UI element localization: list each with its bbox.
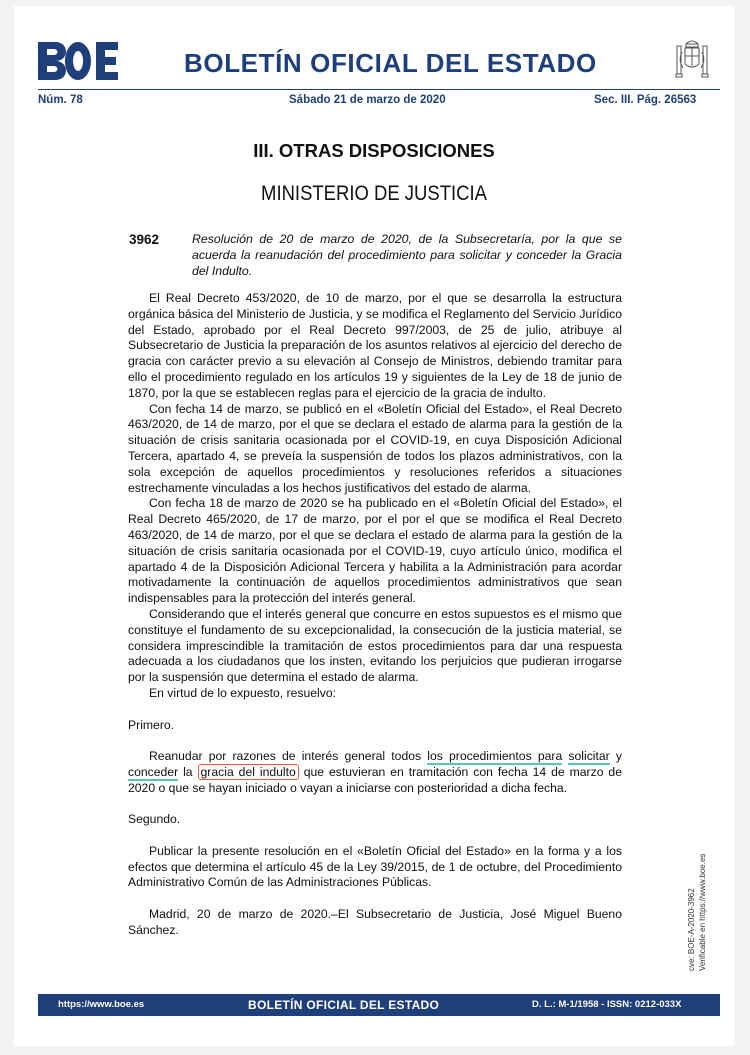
verify-link[interactable]: Verificable en https://www.boe.es <box>698 853 707 971</box>
paragraph: Con fecha 18 de marzo de 2020 se ha publicado en el «Boletín Oficial del Estado», el Real Decreto 465/2020, de 17 de marzo, por el por el que se modifica el Real Decreto 463/2020, de 14 de marzo, por el que se declara el estado de alarma para la gestión de la situación de crisis sanitaria ocasionada por el COVID-19, cuyo artículo único, modifica el apartado 4 de la Disposición Adicional Tercera y habilita a la Administración para acordar motivadamente la continuación de aquellos procedimientos administrativos que sean indispensables para la protección del interés general. <box>128 496 622 606</box>
paragraph-resolution-segundo: Publicar la presente resolución en el «Boletín Oficial del Estado» en la forma y a los efectos que determina el artículo 45 de la Ley 39/2015, de 1 de octubre, del Procedimiento Administrativo Común de las Administraciones Públicas. <box>128 843 622 890</box>
header-divider <box>38 89 720 90</box>
paragraph: El Real Decreto 453/2020, de 10 de marzo, por el que se desarrolla la estructura orgánica básica del Ministerio de Justicia, y se modifica el Reglamento del Servicio Jurídico del Estado, aprobado por el Real Decreto 997/2003, de 25 de julio, atribuye al Subsecretario de Justicia la preparación de los asuntos relativos al ejercicio del derecho de gracia con carácter previo a su elevación al Consejo de Ministros, debiendo tramitar para ello el procedimiento regulado en los artículos 19 y siguientes de la Ley de 18 de junio de 1870, por la que se establecen reglas para el ejercicio de la gracia de indulto. <box>128 291 622 400</box>
article-heading-primero: Primero. <box>128 717 175 732</box>
highlight-underline: conceder <box>128 764 179 779</box>
ministry-title: MINISTERIO DE JUSTICIA <box>261 182 487 205</box>
text-span: y <box>609 749 622 764</box>
paragraph-resolution-primero <box>128 749 622 796</box>
footer-legal: D. L.: M-1/1958 - ISSN: 0212-033X <box>532 999 682 1010</box>
bulletin-title: BOLETÍN OFICIAL DEL ESTADO <box>184 48 597 78</box>
footer-title: BOLETÍN OFICIAL DEL ESTADO <box>248 998 440 1012</box>
resolution-number: 3962 <box>129 232 160 247</box>
document-page <box>14 6 734 1046</box>
article-heading-segundo: Segundo. <box>128 812 181 827</box>
coat-of-arms-icon <box>674 36 710 82</box>
document-body <box>128 291 622 939</box>
highlight-underline: solicitar <box>568 749 610 764</box>
issue-date: Sábado 21 de marzo de 2020 <box>289 94 446 106</box>
cve-code: cve: BOE-A-2020-3962 <box>687 888 696 971</box>
verification-note <box>686 771 708 971</box>
signature-paragraph: Madrid, 20 de marzo de 2020.–El Subsecretario de Justicia, José Miguel Bueno Sánchez. <box>128 907 622 937</box>
paragraph: En virtud de lo expuesto, resuelvo: <box>149 685 336 700</box>
boe-logo <box>38 40 118 82</box>
paragraph: Considerando que el interés general que concurre en estos supuestos es el mismo que constituye el fundamento de su excepcionalidad, la consecución de la justicia material, se considera imprescindible la tramitación de estos procedimientos para dar una respuesta adecuada a los ciudadanos que los insten, evitando los perjuicios que pudieran irrogarse por la suspensión que determina el estado de alarma. <box>128 606 622 685</box>
highlight-underline: los procedimientos para <box>427 749 563 764</box>
footer-bar <box>38 994 720 1016</box>
issue-number: Núm. 78 <box>38 94 83 106</box>
section-page: Sec. III. Pág. 26563 <box>594 94 697 106</box>
highlight-box: gracia del indulto <box>198 764 299 780</box>
resolution-summary: Resolución de 20 de marzo de 2020, de la Subsecretaría, por la que se acuerda la reanudación del procedimiento para solicitar y conceder la Gracia del Indulto. <box>192 232 622 278</box>
footer-url-link[interactable]: https://www.boe.es <box>58 999 145 1010</box>
text-span: la <box>178 764 198 779</box>
text-span: Reanudar por razones de interés general todos <box>149 749 428 764</box>
paragraph: Con fecha 14 de marzo, se publicó en el «Boletín Oficial del Estado», el Real Decreto 463/2020, de 14 de marzo, por el que se declara el estado de alarma para la gestión de la situación de crisis sanitaria ocasionada por el COVID-19, en cuya Disposición Adicional Tercera, apartado 4, se preveía la suspensión de todos los plazos administrativos, con la sola excepción de aquellos procedimientos y resoluciones referidos a situaciones estrechamente vinculadas a los hechos justificativos del estado de alarma. <box>128 401 622 495</box>
section-title: III. OTRAS DISPOSICIONES <box>253 140 495 161</box>
text-span: que estuvieran en tramitación con fecha 14 de marzo de 2020 o que se hayan iniciado o vayan a iniciarse con posterioridad a dicha fecha. <box>128 764 622 795</box>
